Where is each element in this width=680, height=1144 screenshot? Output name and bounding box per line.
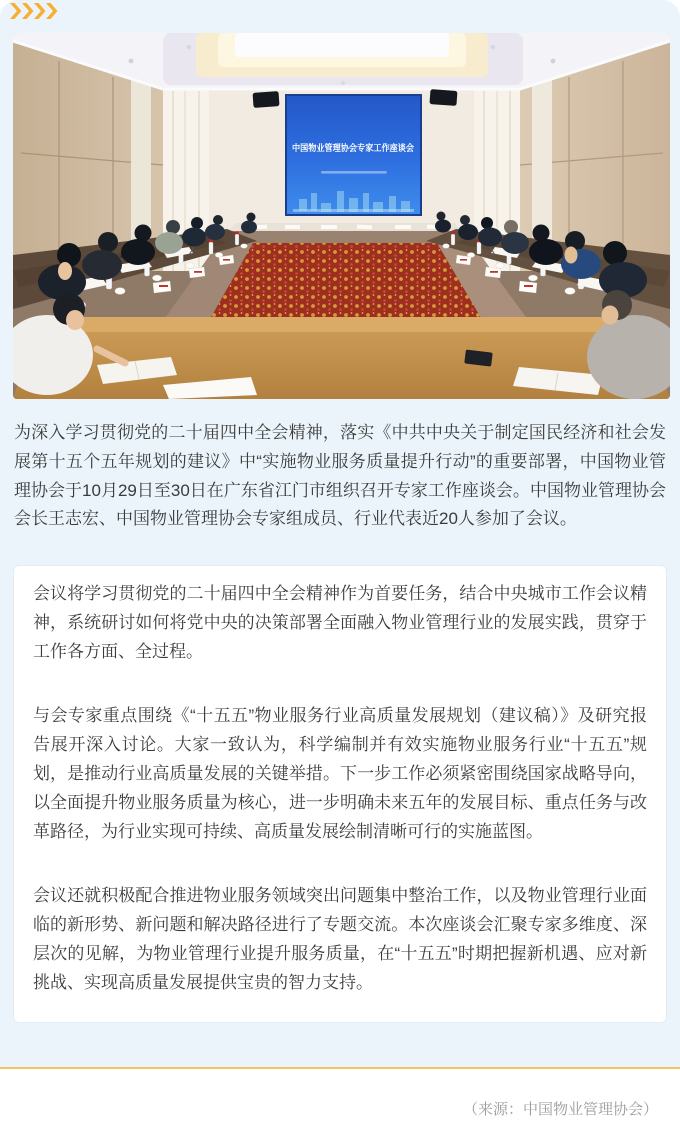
box-paragraph-1: 会议将学习贯彻党的二十届四中全会精神作为首要任务，结合中央城市工作会议精神，系统研讨如何将党中央的决策部署全面融入物业管理行业的发展实践，贯穿于工作各方面、全过程。 [33, 584, 647, 661]
box-paragraph-2: 与会专家重点围绕《“十五五”物业服务行业高质量发展规划（建议稿）》及研究报告展开深入讨论。大家一致认为，科学编制并有效实施物业服务行业“十五五”规划，是推动行业高质量发展的关键举措。下一步工作必须紧密围绕国家战略导向，以全面提升物业服务质量为核心，进一步明确未来五年的发展目标、重点任务与改革路径，为行业实现可持续、高质量发展绘制清晰可行的实施蓝图。 [33, 706, 647, 841]
intro-paragraph: 为深入学习贯彻党的二十届四中全会精神，落实《中共中央关于制定国民经济和社会发展第十五个五年规划的建议》中“实施物业服务质量提升行动”的重要部署，中国物业管理协会于10月29日至30日在广东省江门市组织召开专家工作座谈会。中国物业管理协会会长王志宏、中国物业管理协会专家组成员、行业代表近20人参加了会议。 [14, 423, 666, 529]
source-caption: （来源：中国物业管理协会） [462, 1101, 658, 1118]
chevrons-right-icon [10, 3, 60, 19]
screen-title: 中国物业管理协会专家工作座谈会 [292, 143, 428, 153]
box-paragraph-3: 会议还就积极配合推进物业服务领域突出问题集中整治工作，以及物业管理行业面临的新形势、新问题和解决路径进行了专题交流。本次座谈会汇聚专家多维度、深层次的见解，为物业管理行业提升服务质量，在“十五五”时期把握新机遇、应对新挑战、实现高质量发展提供宝贵的智力支持。 [33, 886, 647, 992]
meeting-photo[interactable] [13, 33, 670, 399]
highlight-box [13, 565, 667, 1023]
